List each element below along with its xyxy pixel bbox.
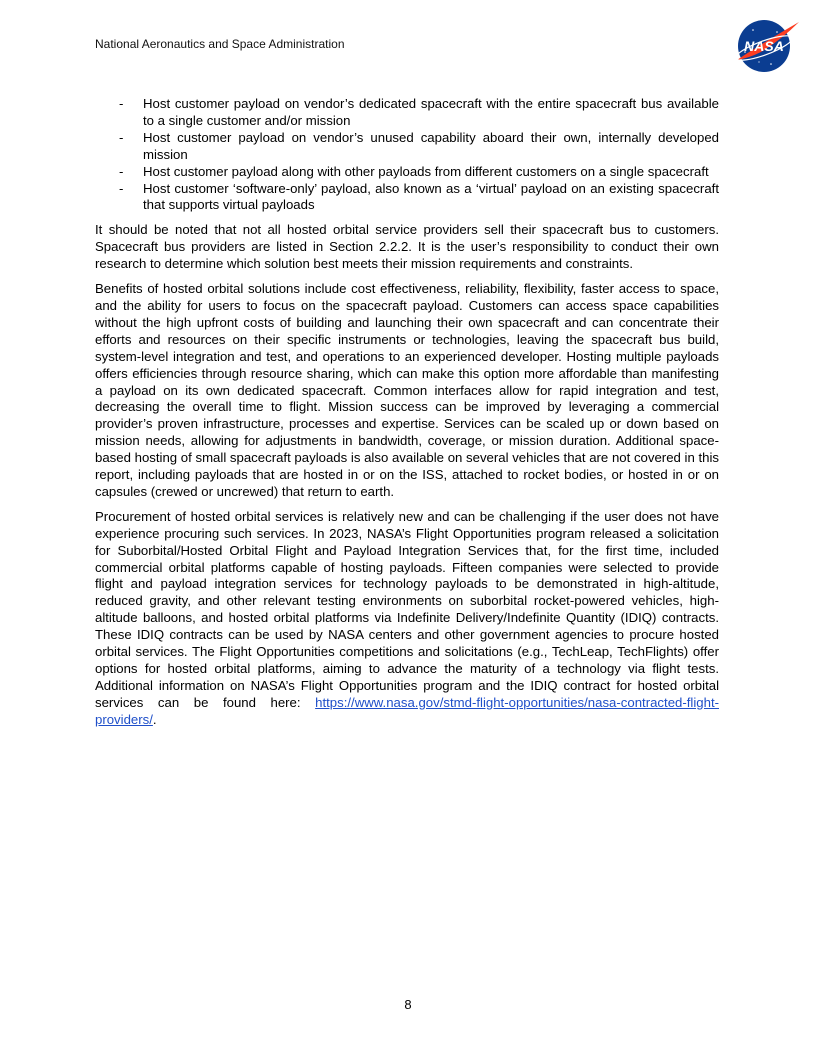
list-item: - Host customer payload along with other payloads from different customers on a single spacecraft bbox=[119, 163, 709, 179]
nasa-logo bbox=[731, 18, 801, 76]
bullet-list bbox=[95, 96, 719, 214]
list-item: - Host customer ‘software-only’ payload, also known as a ‘virtual’ payload on an existing spacecraft that supports virtual payloads bbox=[119, 180, 719, 213]
header-title: National Aeronautics and Space Administration bbox=[95, 37, 345, 51]
paragraph-bus-providers: It should be noted that not all hosted orbital service providers sell their spacecraft bus to customers. Spacecraft bus providers are listed in Section 2.2.2. It is the user’s responsibility to conduct their own research to determine which solution best meets their mission requirements and constraints. bbox=[95, 222, 719, 272]
nasa-logo-text: NASA bbox=[744, 38, 784, 54]
flight-opportunities-link[interactable]: https://www.nasa.gov/stmd-flight-opportunities/nasa-contracted-flight-providers/ bbox=[95, 694, 719, 727]
paragraph-procurement: Procurement of hosted orbital services is relatively new and can be challenging if the user does not have experience procuring such services. In 2023, NASA’s Flight Opportunities program released a solicitation for Suborbital/Hosted Orbital Flight and Payload Integration Services that, for the first time, included commercial orbital platforms capable of hosting payloads. Fifteen companies were selected to provide flight and payload integration services for technology payloads to be demonstrated in high-altitude, reduced gravity, and other relevant testing environments on suborbital rocket-powered vehicles, high-altitude balloons, and hosted orbital platforms via Indefinite Delivery/Indefinite Quantity (IDIQ) contracts. These IDIQ contracts can be used by NASA centers and other government agencies to procure hosted orbital services. The Flight Opportunities competitions and solicitations (e.g., TechLeap, TechFlights) offer options for hosted orbital platforms, aiming to advance the maturity of a technology via flight tests. Additional information on NASA’s Flight Opportunities program and the IDIQ contract for hosted orbital services can be found here: https://www.nasa.gov/stmd-flight-opportunities/nasa-contracted-flight-providers/. bbox=[95, 508, 719, 727]
document-body bbox=[95, 96, 719, 737]
page-number: 8 bbox=[404, 997, 412, 1012]
paragraph-benefits: Benefits of hosted orbital solutions include cost effectiveness, reliability, flexibility, faster access to space, and the ability for users to focus on the spacecraft payload. Customers can access space capabilities without the high upfront costs of building and launching their own spacecraft and can concentrate their efforts and resources on their specific instruments or technologies, leaving the spacecraft bus build, system-level integration and test, and operations to an experienced developer. Hosting multiple payloads offers efficiencies through resource sharing, which can make this option more affordable than manifesting a payload on its own dedicated spacecraft. Common interfaces allow for rapid integration and test, decreasing the overall time to flight. Mission success can be improved by leveraging a commercial provider’s proven infrastructure, processes and expertise. Services can be scaled up or down based on mission needs, allowing for adjustments in bandwidth, coverage, or mission duration. Additional space-based hosting of small spacecraft payloads is also available on several vehicles that are not covered in this report, including payloads that are hosted in or on the ISS, attached to rocket bodies, or hosted in or on capsules (crewed or uncrewed) that return to earth. bbox=[95, 281, 719, 499]
list-item: - Host customer payload on vendor’s dedicated spacecraft with the entire spacecraft bus available to a single customer and/or mission bbox=[119, 96, 719, 128]
list-item: - Host customer payload on vendor’s unused capability aboard their own, internally developed mission bbox=[119, 129, 719, 162]
